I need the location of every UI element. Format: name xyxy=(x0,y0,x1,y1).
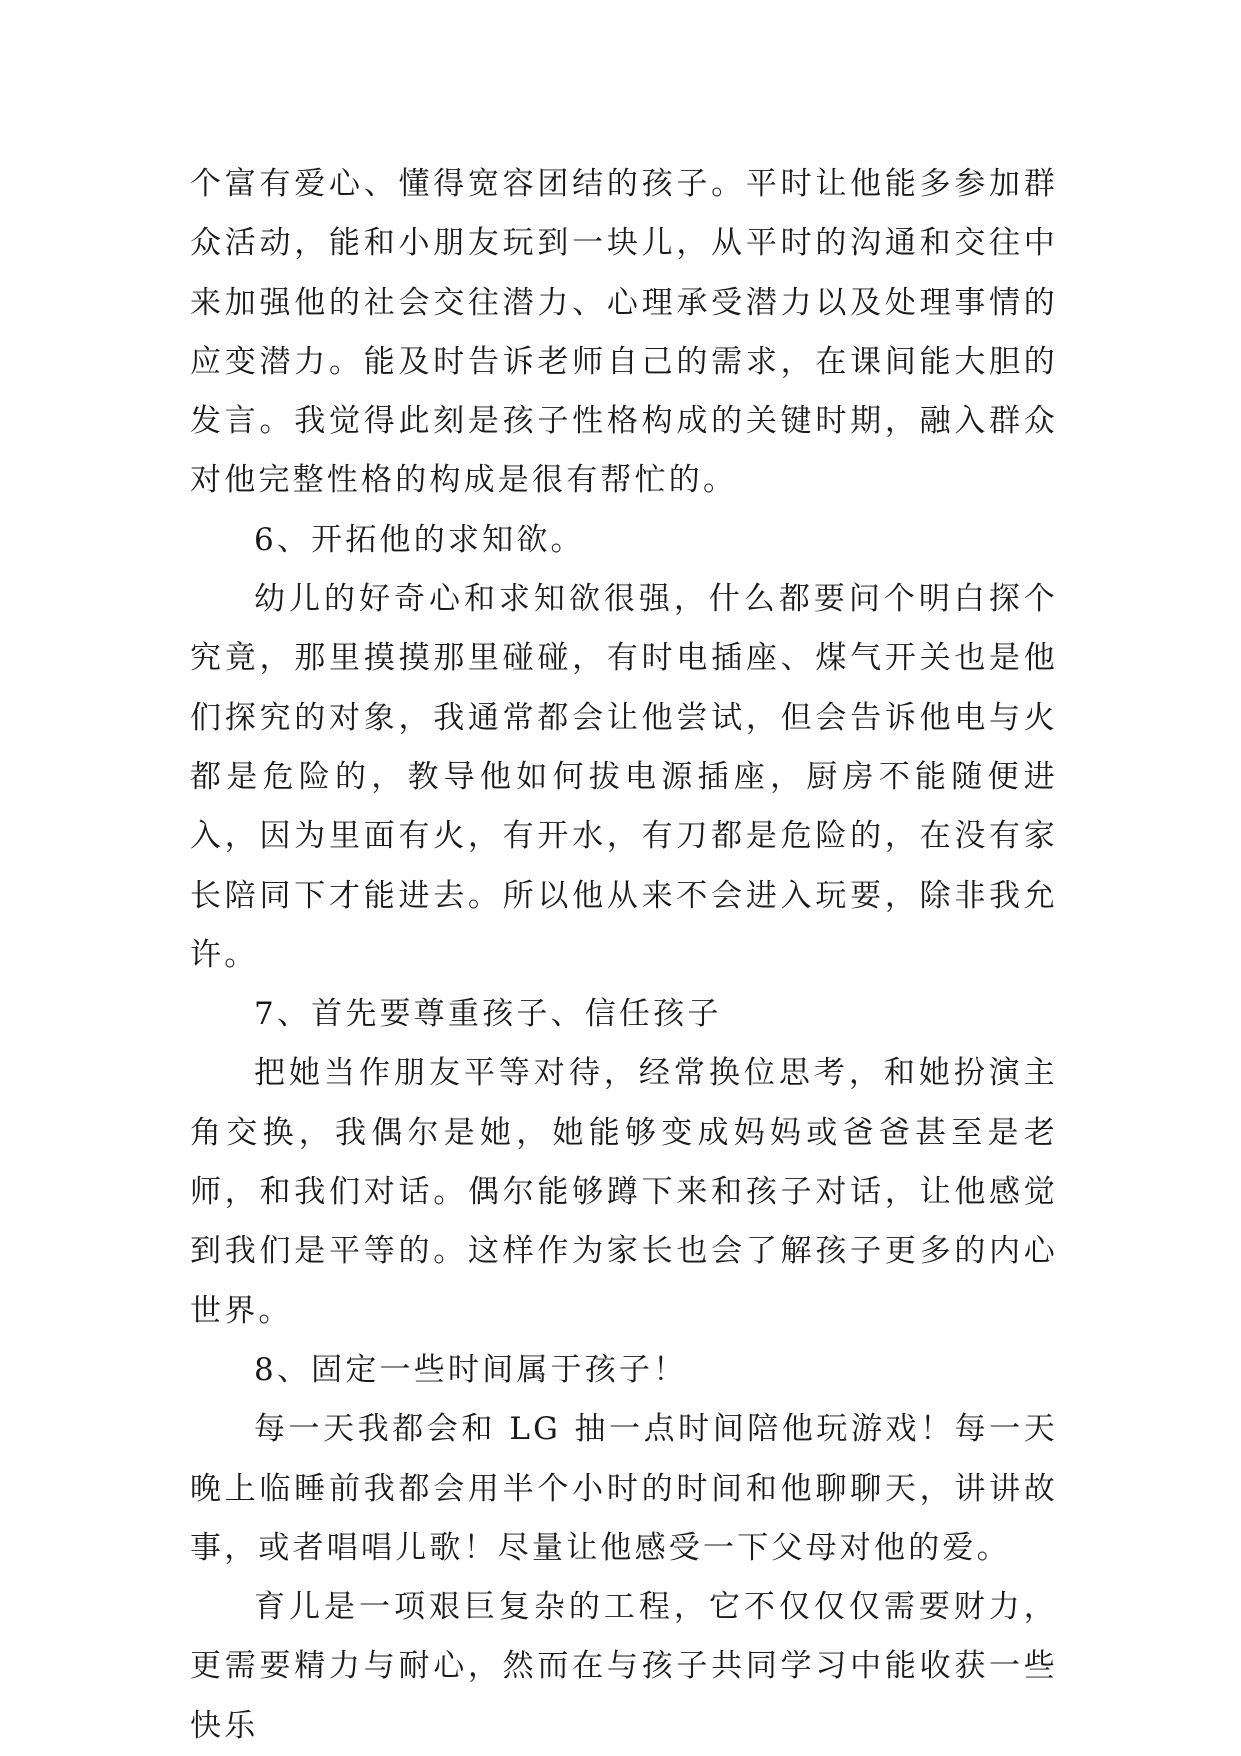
paragraph-social-skills: 个富有爱心、懂得宽容团结的孩子。平时让他能多参加群众活动，能和小朋友玩到一块儿，从平时的沟通和交往中来加强他的社会交往潜力、心理承受潜力以及处理事情的应变潜力。能及时告诉老师自己的需求，在课间能大胆的发言。我觉得此刻是孩子性格构成的关键时期，融入群众对他完整性格的构成是很有帮忙的。 xyxy=(190,166,1058,499)
heading-fixed-time: 8、固定一些时间属于孩子！ xyxy=(254,1351,688,1388)
heading-curiosity: 6、开拓他的求知欲。 xyxy=(254,521,585,558)
paragraph-respect-trust: 把她当作朋友平等对待，经常换位思考，和她扮演主角交换，我偶尔是她，她能够变成妈妈或爸爸甚至是老师，和我们对话。偶尔能够蹲下来和孩子对话，让他感觉到我们是平等的。这样作为家长也会了解孩子更多的内心世界。 xyxy=(190,1055,1058,1329)
paragraph-conclusion: 育儿是一项艰巨复杂的工程，它不仅仅仅需要财力，更需要精力与耐心，然而在与孩子共同学习中能收获一些快乐 xyxy=(190,1589,1058,1744)
document-body xyxy=(190,155,1058,1756)
heading-respect-trust: 7、首先要尊重孩子、信任孩子 xyxy=(254,996,722,1033)
paragraph-curiosity: 幼儿的好奇心和求知欲很强，什么都要问个明白探个究竟，那里摸摸那里碰碰，有时电插座、煤气开关也是他们探究的对象，我通常都会让他尝试，但会告诉他电与火都是危险的，教导他如何拔电源插座，厨房不能随便进入，因为里面有火，有开水，有刀都是危险的，在没有家长陪同下才能进去。所以他从来不会进入玩要，除非我允许。 xyxy=(190,581,1058,973)
paragraph-fixed-time: 每一天我都会和 LG 抽一点时间陪他玩游戏！每一天晚上临睡前我都会用半个小时的时间和他聊聊天，讲讲故事，或者唱唱儿歌！尽量让他感受一下父母对他的爱。 xyxy=(190,1411,1058,1566)
